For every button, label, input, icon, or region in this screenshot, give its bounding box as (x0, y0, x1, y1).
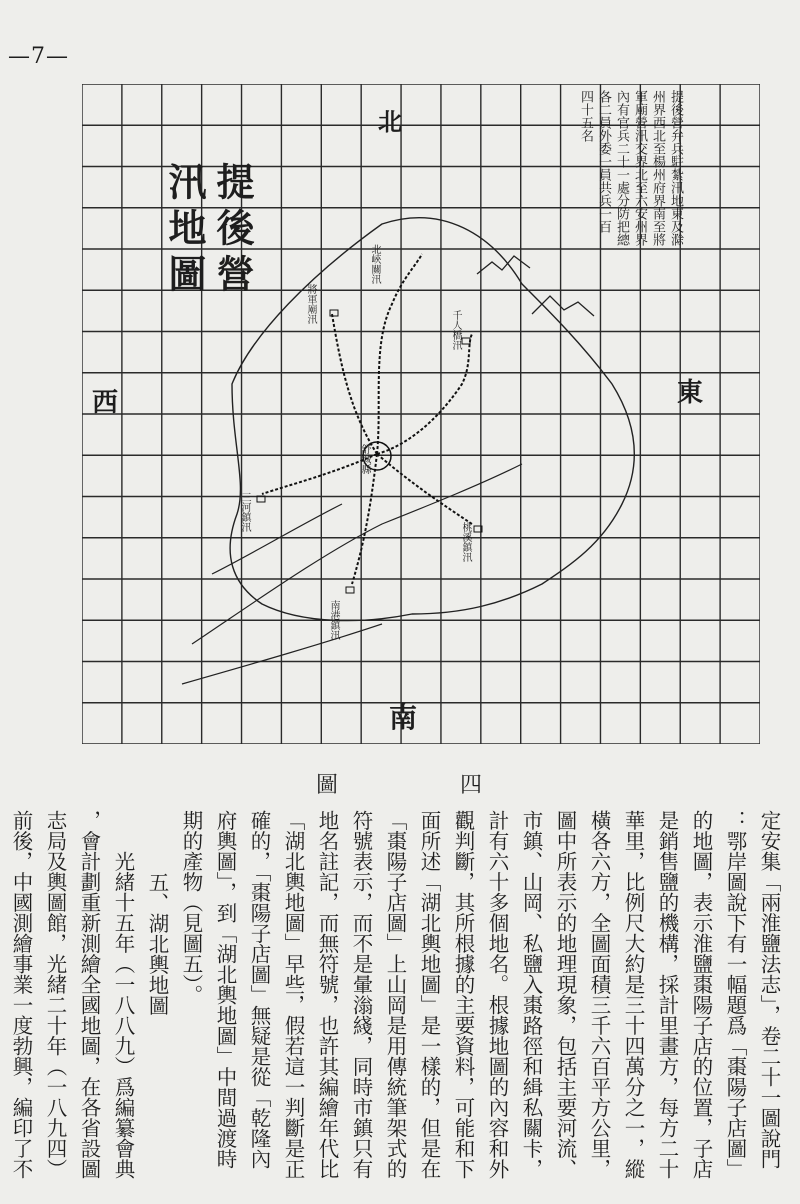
text-column: 符號表示，而不是暈滃綫，同時市鎮只有 (349, 810, 373, 1179)
text-column: 計有六十多個地名。根據地圖的內容和外 (485, 810, 509, 1179)
text-column: 的地圖，表示淮鹽棗陽子店的位置，子店 (689, 810, 713, 1179)
place-top-left: 將軍廟汛 (305, 284, 316, 324)
text-column: 地名註記，而無符號，也許其編繪年代比 (315, 810, 339, 1179)
direction-west: 西 (92, 388, 119, 418)
figure-map (82, 84, 760, 744)
text-column: 志局及輿圖館，光緒二十年（一八九四） (43, 810, 67, 1179)
text-column: 是銷售鹽的機構，採計里畫方，每方二十 (655, 810, 679, 1179)
text-column: 面所述「湖北輿地圖」是一樣的，但是在 (417, 810, 441, 1179)
text-column: 期的產物（見圖五）。 (179, 810, 203, 1005)
direction-east: 東 (677, 378, 704, 408)
road-line (377, 454, 472, 524)
text-column: 華里，比例尺大約是三十四萬分之一，縱 (621, 810, 645, 1179)
body-text (4, 810, 786, 1190)
text-column: 光緒十五年（一八八九）爲編纂會典 (111, 851, 135, 1179)
map-title-line-2: 汛地圖 (162, 162, 207, 300)
place-right-lower: 桃溪鎮汛 (460, 522, 471, 562)
text-column: ，會計劃重新測繪全國地圖，在各省設圖 (77, 810, 101, 1179)
figure-caption-right: 四 (460, 773, 483, 798)
map-legend-1: 提後營弁兵駐紮汛地東及滁 (668, 90, 683, 246)
direction-south: 南 (389, 701, 418, 734)
river-line (212, 504, 342, 574)
text-column: 圖中所表示的地理現象，包括主要河流、 (553, 810, 577, 1179)
road-line (377, 254, 422, 454)
road-line (377, 334, 472, 454)
text-column: 「湖北輿地圖」早些，假若這一判斷是正 (281, 810, 305, 1179)
map-legend-6: 四十五名 (578, 90, 593, 142)
map-legend-2: 州界西北至楊州府界南至將 (650, 90, 665, 246)
map-title-line-1: 提後營 (210, 162, 255, 300)
text-column: 橫各六方，全圖面積三千六百平方公里， (587, 810, 611, 1179)
text-column: 定安集「兩淮鹽法志」，卷二十一圖說門 (757, 810, 781, 1169)
place-bottom: 南港鎮汛 (328, 600, 339, 640)
text-column: 府輿圖」，到「湖北輿地圖」中間過渡時 (213, 810, 237, 1169)
road-line (332, 314, 377, 454)
place-left-lower: 三河鎮汛 (239, 492, 250, 532)
section-heading: 五、湖北輿地圖 (145, 871, 169, 1015)
map-legend-5: 各二員外委一員共兵一百 (596, 90, 611, 233)
mountain-symbol (532, 296, 594, 316)
figure-caption-left: 圖 (316, 773, 339, 798)
text-column: ：鄂岸圖說下有一幅題爲「棗陽子店圖」 (723, 810, 747, 1179)
text-column: 確的，「棗陽子店圖」無疑是從「乾隆內 (247, 810, 271, 1169)
map-legend-4: 內有官兵二十一處分防把總 (614, 90, 629, 246)
text-column: 市鎮、山岡、私鹽入棗路徑和緝私關卡， (519, 810, 543, 1179)
map-legend-3: 軍廟營汛交界北至六安州界 (632, 90, 647, 246)
direction-north: 北 (378, 107, 402, 136)
place-top: 北峽關汛 (369, 244, 380, 284)
place-center: 舒城縣 (359, 444, 370, 474)
place-right-upper: 千人橋汛 (450, 310, 461, 350)
town-marker (462, 338, 470, 344)
town-marker (346, 587, 354, 593)
page-number: —7— (8, 44, 69, 69)
text-column: 前後，中國測繪事業一度勃興，編印了不 (9, 810, 33, 1179)
text-column: 「棗陽子店圖」上山岡是用傳統筆架式的 (383, 810, 407, 1179)
text-column: 觀判斷，其所根據的主要資料，可能和下 (451, 810, 475, 1179)
